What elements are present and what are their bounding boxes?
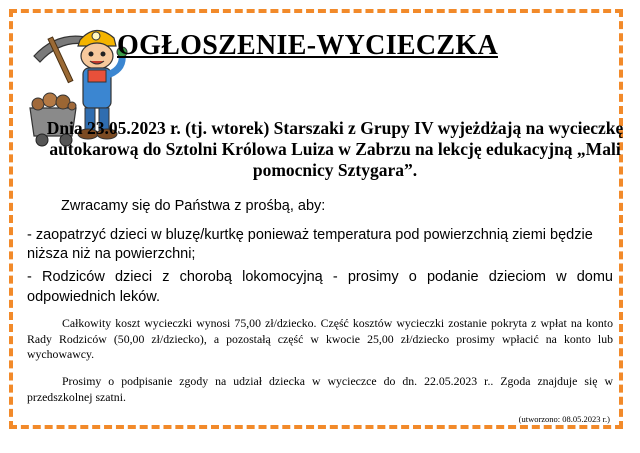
cost-paragraph xyxy=(27,316,613,363)
bullet-motion-sickness: - Rodziców dzieci z chorobą lokomocyjną - prosimy o podanie dzieciom w domu odpowiednich leków. xyxy=(27,269,613,305)
consent-text: Prosimy o podpisanie zgody na udział dziecka w wycieczce do dn. 22.05.2023 r.. Zgoda znajduje się w przedszkolnej szatni. xyxy=(27,374,613,404)
consent-paragraph xyxy=(27,374,613,405)
notice-title: OGŁOSZENIE-WYCIECZKA xyxy=(117,30,498,61)
bullet-clothing: - zaopatrzyć dzieci w bluzę/kurtkę ponieważ temperatura pod powierzchnią ziemi będzie niższa niż na powierzchni; xyxy=(27,227,593,262)
request-intro: Zwracamy się do Państwa z prośbą, aby: xyxy=(61,198,326,214)
created-date-note: (utworzono: 08.05.2023 r.) xyxy=(518,414,610,424)
trip-headline: Dnia 23.05.2023 r. (tj. wtorek) Starszaki z Grupy IV wyjeżdżają na wycieczkę autokarową do Sztolni Królowa Luiza w Zabrzu na lekcję edukacyjną „Mali pomocnicy Sztygara”. xyxy=(46,118,624,180)
cost-text: Całkowity koszt wycieczki wynosi 75,00 zł/dziecko. Część kosztów wycieczki zostanie pokryta z wpłat na konto Rady Rodziców (50,00 zł/dziecko), a pozostałą część w kwocie 25,00 zł/dziecko prosimy wpłacić na konto lub wychowawcy. xyxy=(27,316,613,361)
